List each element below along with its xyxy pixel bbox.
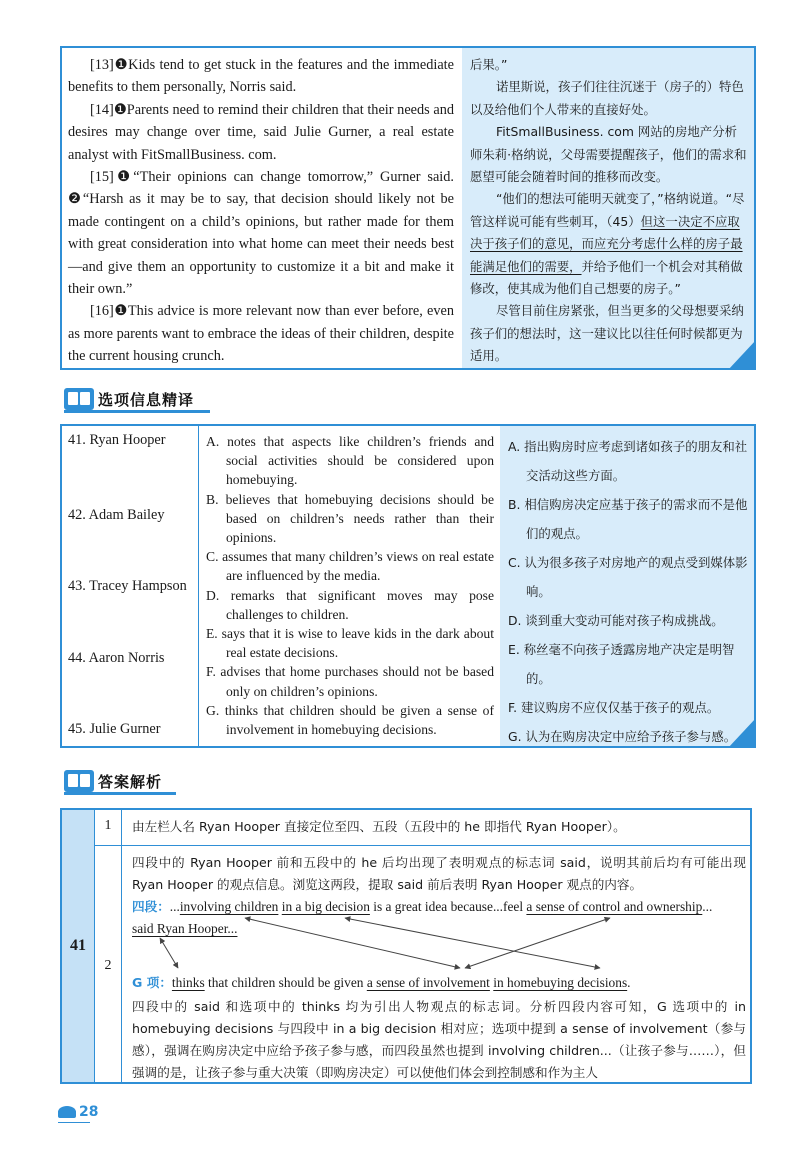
column-divider — [198, 426, 199, 746]
person-name: 45. Julie Gurner — [68, 721, 161, 737]
paragraph-15: [15]❶“Their opinions can change tomorrow,” Gurner said. ❷“Harsh as it may be to say, that decision should likely not be made contingent on a child’s opinions, but rather made for them with great consideration into what home can meet their needs best—and give them an opportunity to customize it a bit and make it their own.” — [68, 169, 454, 298]
step-number: 1 — [104, 818, 112, 833]
option-f: F. advises that home purchases should not be based only on children’s opinions. — [206, 664, 494, 699]
arrow-said-to-thinks — [160, 938, 178, 968]
option-g-excerpt: G 项：thinks that children should be given a sense of involvement in homebuying decisions. — [132, 975, 631, 990]
phrase-sense-of-control: a sense of control and ownership — [526, 899, 703, 914]
question-number: 41 — [62, 810, 94, 1082]
person-name: 43. Tracey Hampson — [68, 578, 187, 594]
option-e: E. says that it is wise to leave kids in the dark about real estate decisions. — [206, 626, 494, 661]
option-d: D. remarks that significant moves may pose challenges to children. — [206, 587, 494, 622]
translation-p15-a: “他们的想法可能明天就变了，”格纳说道。“尽管这样说可能有些刺耳，（45） — [470, 191, 745, 229]
paragraph-13: [13]❶Kids tend to get stuck in the features and the immediate benefits to them personally, Norris said. — [68, 57, 454, 96]
excerpt-label: G 项： — [132, 975, 172, 990]
phrase-involving-children: involving children — [179, 899, 279, 914]
paragraph4-excerpt: 四段：...involving children in a big decision is a great idea because...feel a sense of control and ownership... said Ryan Hooper... — [132, 899, 713, 936]
reading-english-text — [68, 54, 454, 368]
translation-line: 后果。” — [470, 57, 508, 72]
option-c-translation: C. 认为很多孩子对房地产的观点受到媒体影响。 — [508, 555, 748, 599]
excerpt-label: 四段： — [132, 899, 170, 914]
page-corner-fold — [728, 718, 756, 748]
step1-text: 由左栏人名 Ryan Hooper 直接定位至四、五段（五段中的 he 即指代 Ryan Hooper）。 — [132, 819, 626, 834]
option-f-translation: F. 建议购房不应仅仅基于孩子的观点。 — [508, 700, 720, 715]
translation-p15-c: 并给予他们一个机会对其稍做修改，使其成为他们自己想要的房子。” — [470, 258, 743, 297]
page-icon — [58, 1106, 76, 1118]
translation-p13: 诺里斯说，孩子们往往沉迷于（房子的）特色以及给他们个人带来的直接好处。 — [470, 79, 744, 117]
section-title: 选项信息精译 — [98, 390, 195, 409]
step2-analysis: 四段中的 said 和选项中的 thinks 均为引出人物观点的标志词。分析四段内容可知，G 选项中的 in homebuying decisions 与四段中 in a big decision 相对应；选项中提到 a sense of involvement（参与感），强调在购房决定中应给予孩子参与感，而四段虽然也提到 involving children...（让孩子参与……），但强调的是，让孩子参与重大决策（即购房决定）可以使他们体会到控制感和作为主人 — [132, 999, 746, 1080]
paragraph-16: [16]❶This advice is more relevant now than ever before, even as more parents want to embrace the ideas of their children, despite the current housing crunch. — [68, 303, 454, 365]
paragraph-14: [14]❶Parents need to remind their children that their needs and desires may change over time, said Julie Gurner, a real estate analyst with FitSmallBusiness. com. — [68, 101, 454, 163]
section-underline — [64, 410, 210, 413]
options-english — [206, 432, 494, 739]
arrow-involving-to-involvement — [245, 918, 460, 968]
row-divider — [94, 845, 750, 846]
option-a-translation: A. 指出购房时应考虑到诸如孩子的朋友和社交活动这些方面。 — [508, 439, 748, 483]
book-icon — [64, 388, 94, 410]
translation-p15-underlined: 但这一决定不应取决于孩子们的意见，而应充分考虑什么样的房子最能满足他们的需要， — [470, 213, 743, 274]
arrow-decision-to-homebuying — [345, 918, 600, 968]
section-header-answer — [64, 768, 162, 794]
option-g-translation: G. 认为在购房决定中应给予孩子参与感。 — [508, 729, 737, 744]
person-name: 42. Adam Bailey — [68, 507, 165, 523]
section-header-options — [64, 386, 194, 412]
translation-p14: FitSmallBusiness. com 网站的房地产分析师朱莉·格纳说，父母需要提醒孩子，他们的需求和愿望可能会随着时间的推移而改变。 — [470, 124, 747, 185]
option-d-translation: D. 谈到重大变动可能对孩子构成挑战。 — [508, 613, 724, 628]
phrase-said-ryan-hooper: said Ryan Hooper... — [132, 921, 238, 936]
option-a: A. notes that aspects like children’s friends and social activities should be considered upon homebuying. — [206, 434, 494, 488]
book-icon — [64, 770, 94, 792]
options-chinese — [508, 432, 752, 751]
option-b-translation: B. 相信购房决定应基于孩子的需求而不是他们的观点。 — [508, 497, 748, 541]
option-e-translation: E. 称丝毫不向孩子透露房地产决定是明智的。 — [508, 642, 735, 686]
arrow-control-to-involvement — [465, 918, 610, 968]
page-number — [58, 1104, 98, 1120]
section-underline — [64, 792, 176, 795]
step-number: 2 — [104, 958, 112, 973]
person-name: 41. Ryan Hooper — [68, 432, 166, 448]
page-number-text: 28 — [79, 1104, 99, 1120]
step-column — [94, 810, 122, 1082]
phrase-sense-of-involvement: a sense of involvement — [366, 975, 490, 990]
option-c: C. assumes that many children’s views on real estate are influenced by the media. — [206, 549, 494, 584]
phrase-thinks: thinks — [171, 975, 205, 990]
phrase-in-homebuying-decisions: in homebuying decisions — [493, 975, 628, 990]
reading-chinese-translation — [470, 54, 748, 368]
translation-p16: 尽管目前住房紧张，但当更多的父母想要采纳孩子们的想法时，这一建议比以往任何时候都更为适用。 — [470, 303, 744, 364]
person-name: 44. Aaron Norris — [68, 650, 165, 666]
section-title: 答案解析 — [98, 772, 163, 791]
phrase-in-a-big-decision: in a big decision — [281, 899, 370, 914]
step2-intro: 四段中的 Ryan Hooper 前和五段中的 he 后均出现了表明观点的标志词 said，说明其前后均有可能出现 Ryan Hooper 的观点信息。浏览这两段，提取 said 前后表明 Ryan Hooper 观点的内容。 — [132, 855, 746, 892]
connector-arrows — [120, 910, 760, 980]
option-g: G. thinks that children should be given a sense of involvement in homebuying decisions. — [206, 702, 494, 738]
option-b: B. believes that homebuying decisions should be based on children’s needs rather than their opinions. — [206, 491, 494, 546]
page-number-underline — [58, 1122, 90, 1123]
page-corner-fold — [728, 340, 756, 370]
